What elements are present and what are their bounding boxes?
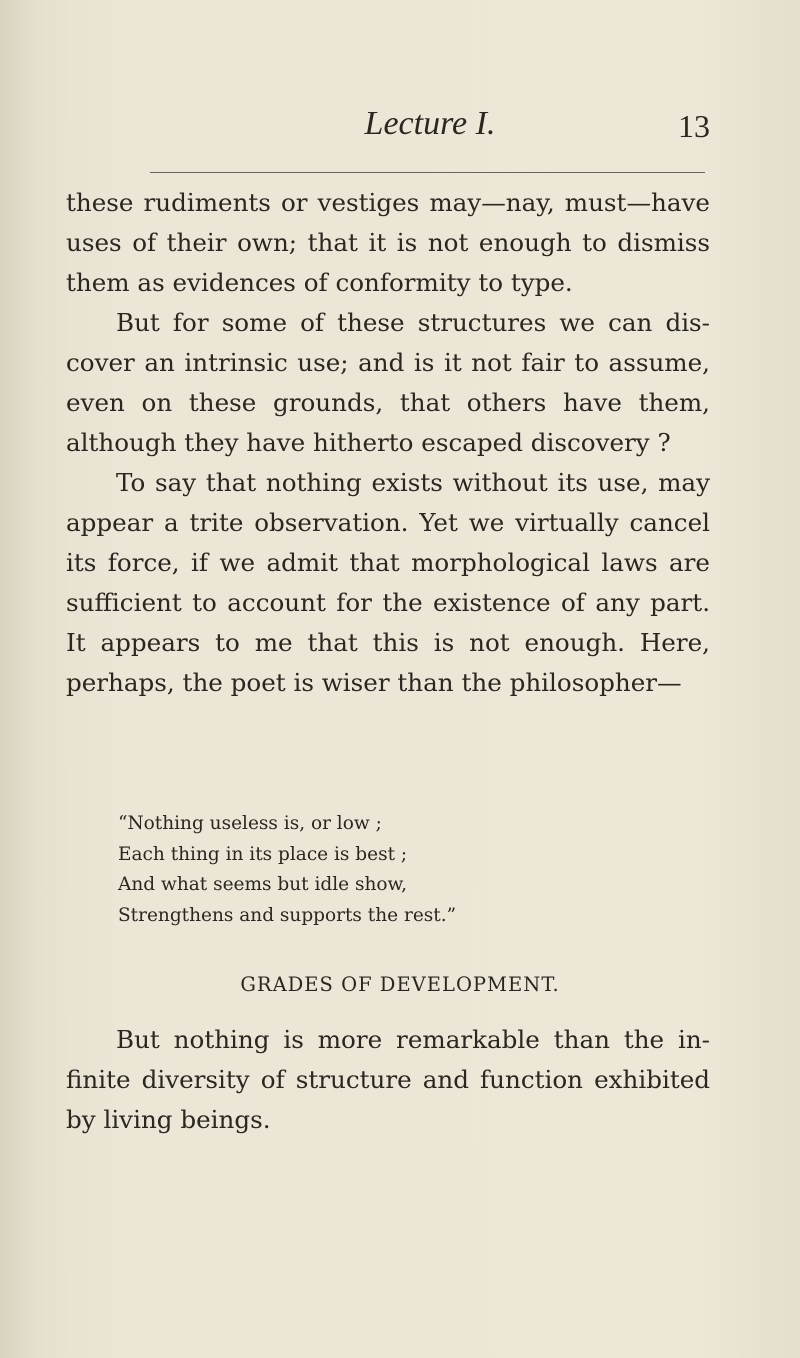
text-line: cover an intrinsic use; and is it not fair to assume,	[66, 348, 710, 377]
verse-line: Strengthens and supports the rest.”	[118, 904, 457, 926]
text-line: even on these grounds, that others have them,	[66, 388, 710, 417]
section-heading: GRADES OF DEVELOPMENT.	[240, 973, 560, 996]
text-line: these rudiments or vestiges may—nay, must—have	[66, 188, 710, 217]
text-line: enough. Here, perhaps, the poet is wiser than	[66, 628, 710, 697]
text-line: appear a trite observation. Yet we virtually	[66, 508, 630, 537]
verse-line: Each thing in its place is best ;	[118, 843, 408, 865]
text-line: But for some of these structures we can dis-	[116, 308, 710, 337]
text-line: although they have hitherto escaped discovery ?	[66, 428, 671, 457]
header-rule	[150, 172, 705, 173]
verse-line: “Nothing useless is, or low ;	[118, 813, 382, 834]
text-line: any part. It appears to me that this is not	[66, 588, 711, 657]
page-number: 13	[678, 108, 710, 144]
verse-quotation	[118, 809, 456, 931]
running-title: Lecture I.	[364, 105, 496, 142]
text-line: To say that nothing exists without its use, may	[116, 468, 710, 497]
verse-line: And what seems but idle show,	[118, 874, 408, 895]
paragraph-4	[66, 1020, 710, 1140]
text-line: cancel its force, if we admit that morphological	[66, 508, 710, 577]
paragraph-1	[66, 183, 710, 303]
main-text	[66, 183, 710, 703]
paragraph-2	[66, 303, 710, 463]
text-line: finite diversity of structure and function exhibited	[66, 1065, 710, 1094]
paragraph-3	[66, 463, 710, 703]
closing-text	[66, 1020, 710, 1140]
text-line: the philosopher—	[461, 668, 682, 697]
text-line: uses of their own; that it is not enough to dismiss	[66, 228, 710, 257]
text-line: But nothing is more remarkable than the in-	[116, 1025, 710, 1054]
page-header	[150, 104, 710, 150]
text-line: them as evidences of conformity to type.	[66, 268, 573, 297]
text-line: by living beings.	[66, 1105, 271, 1134]
text-line: laws are sufficient to account for the existence of	[66, 548, 710, 617]
